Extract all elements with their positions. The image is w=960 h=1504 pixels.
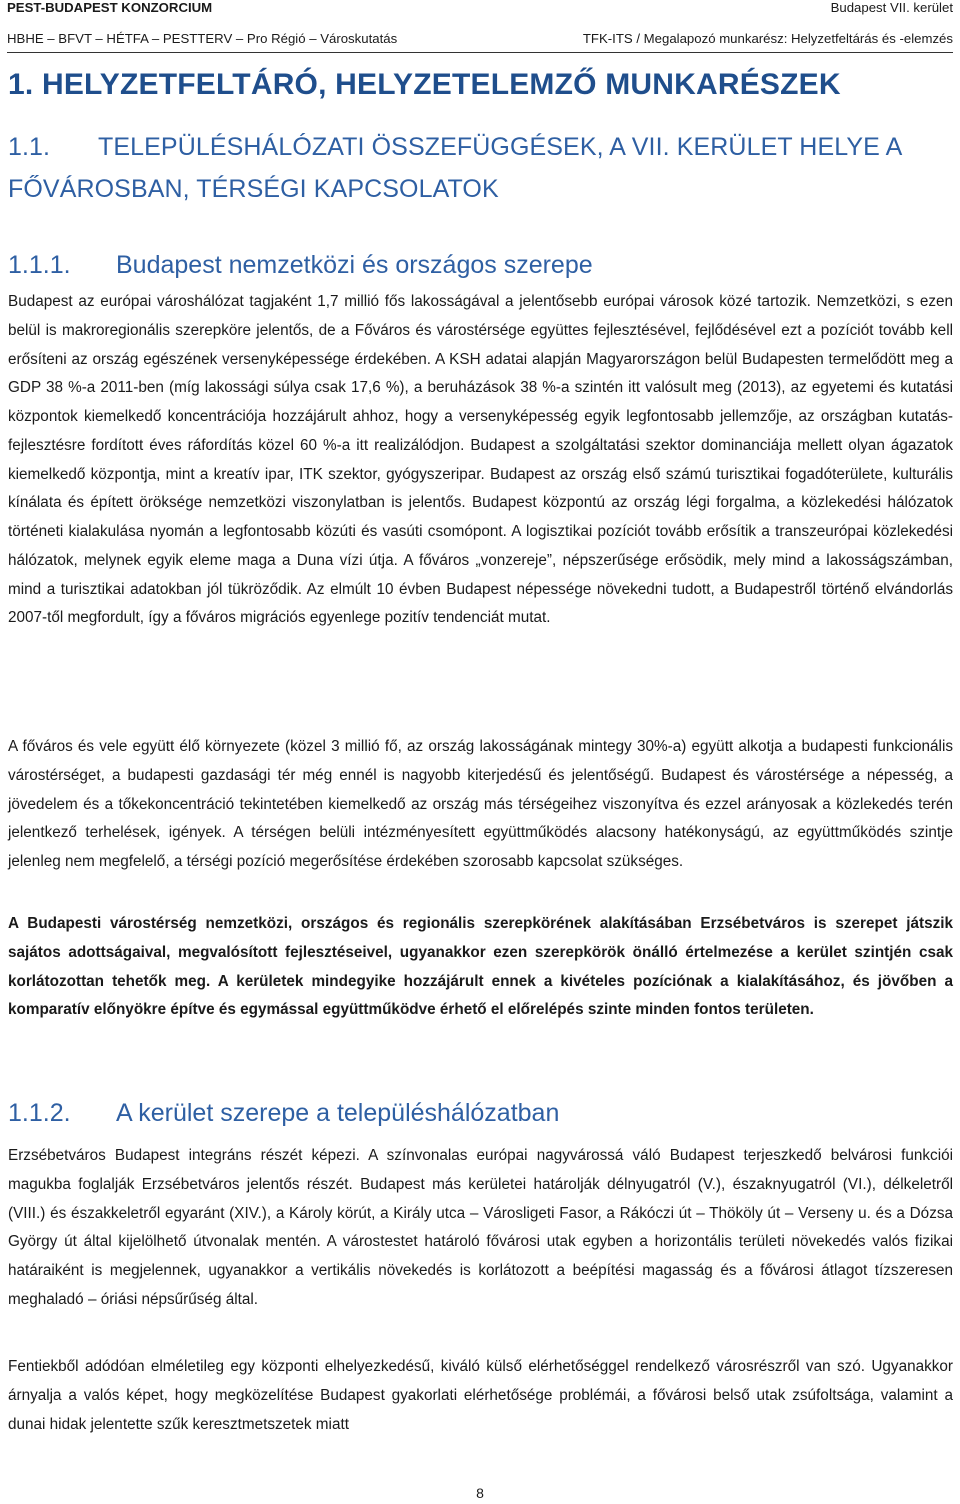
- subsection-heading-1: [8, 246, 593, 284]
- paragraph: Budapest az európai városhálózat tagjaként 1,7 millió fős lakosságával a jelentősebb európai városok közé tartozik. Nemzetközi, s ezen belül is makroregionális szerepköre jelentős, de a Főváros és várostérsége együttes fejlesztésével, fejlődésével ezt a pozíciót tovább kell erősíteni az ország egészének versenyképessége érdekében. A KSH adatai alapján Magyarországon belül Budapesten termelődött meg a GDP 38 %-a 2011-ben (míg lakossági súlya csak 17,6 %), a beruházások 38 %-a szintén itt valósult meg (2013), az egyetemi és kutatási központok kiemelkedő koncentrációja hozzájárult ahhoz, hogy a versenyképesség egyik legfontosabb jellemzője, az országban kutatás-fejlesztésre fordított éves ráfordítás közel 60 %-a itt realizálódjon. Budapest a szolgáltatási szektor dominanciája mellett olyan ágazatok kiemelkedő központja, mint a kreatív ipar, ITK szektor, gyógyszeripar. Budapest az ország első számú turisztikai fogadóterülete, kulturális kínálata és épített öröksége nemzetközi viszonylatban is jelentős. Budapest központú az ország légi forgalma, a közlekedési hálózatok történeti kialakulása nyomán a legfontosabb közúti és vasúti csomópont. A logisztikai pozíciót tovább erősítik a transzeurópai közlekedési hálózatok, melynek egyik eleme maga a Duna vízi útja. A főváros „vonzereje”, népszerűsége erősödik, mely mind a lakosságszámban, mind a turisztikai adatokban jól tükröződik. Az elmúlt 10 évben Budapest népessége növekedni tudott, a Budapestről történő elvándorlás 2007-től megfordult, így a főváros migrációs egyenlege pozitív tendenciát mutat.: [8, 293, 953, 627]
- subsection-number-1: 1.1.1.: [8, 251, 71, 279]
- section-heading: [8, 126, 928, 210]
- paragraph: Fentiekből adódóan elméletileg egy központi elhelyezkedésű, kiváló külső elérhetőséggel rendelkező városrészről van szó. Ugyanakkor árnyalja a valós képet, hogy megközelítése Budapest gyakorlati elérhetősége problémái, a fővárosi belső utak zsúfoltsága, valamint a dunai hidak jelentette szűk keresztmetszetek miatt: [8, 1358, 953, 1433]
- paragraph: A főváros és vele együtt élő környezete (közel 3 millió fő, az ország lakosságának mintegy 30%-a) együtt alkotja a budapesti funkcionális várostérséget, a budapesti gazdasági tér még ennél is nagyobb kiterjedésű és jelentőségű. Budapest és várostérsége a népesség, a jövedelem és a tőkekoncentráció tekintetében kiemelkedő az ország más térségeihez viszonyítva és ezzel arányosak a közlekedés terén jelentkező terhelések, igények. A térségen belüli intézményesített együttműködés alacsony hatékonyságú, az együttműködés szintje jelenleg nem megfelelő, a térségi pozíció megerősítése érdekében szorosabb kapcsolat szükséges.: [8, 738, 953, 870]
- subsection-title-2: A kerület szerepe a településhálózatban: [116, 1099, 560, 1127]
- consortium-name: PEST-BUDAPEST KONZORCIUM: [7, 0, 213, 15]
- header-divider: [7, 52, 953, 53]
- subsection-title-1: Budapest nemzetközi és országos szerepe: [116, 251, 593, 279]
- district-name: Budapest VII. kerület: [830, 0, 953, 15]
- page-number: 8: [476, 1485, 484, 1501]
- section-number: 1.1.: [8, 133, 51, 161]
- subsection-number-2: 1.1.2.: [8, 1099, 71, 1127]
- document-part: TFK-ITS / Megalapozó munkarész: Helyzetfeltárás és -elemzés: [582, 31, 953, 46]
- chapter-heading: 1. HELYZETFELTÁRÓ, HELYZETELEMZŐ MUNKARÉSZEK: [8, 68, 841, 101]
- subsection-heading-2: [8, 1094, 559, 1132]
- partner-list: HBHE – BFVT – HÉTFA – PESTTERV – Pro Régió – Városkutatás: [7, 31, 398, 46]
- paragraph: Erzsébetváros Budapest integráns részét képezi. A színvonalas európai nagyvárossá váló Budapest terjeszkedő belvárosi funkciói magukba foglalják Erzsébetváros jelentős részét. Budapest más kerületei határolják délnyugatról (V.), északnyugatról (VI.), délkeletről (VIII.) és északkeletről egyaránt (XIV.), a Károly körút, a Király utca – Városligeti Fasor, a Rákóczi út – Thököly út – Verseny u. és a Dózsa György út által kijelölhető útvonalak mentén. A várostestet határoló fővárosi utak egyben a horizontális területi növekedés valós fizikai határaiként is megjelennek, ugyanakkor a vertikális növekedés is korlátozott a beépítési magasság és a fővárosi átlagot tízszeresen meghaladó – óriási népsűrűség által.: [8, 1147, 953, 1308]
- section-title: TELEPÜLÉSHÁLÓZATI ÖSSZEFÜGGÉSEK, A VII. KERÜLET HELYE A FŐVÁROSBAN, TÉRSÉGI KAPCSOLATOK: [8, 133, 901, 203]
- bold-paragraph: A Budapesti várostérség nemzetközi, országos és regionális szerepkörének alakításában Erzsébetváros is szerepet játszik sajátos adottságaival, megvalósított fejlesztéseivel, ugyanakkor ezen szerepkörök önálló értelmezése a kerület szintjén csak korlátozottan tehetők meg. A kerületek mindegyike hozzájárult ennek a kivételes pozíciónak a kialakításához, és jövőben a komparatív előnyökre építve és egymással együttműködve érhető el előrelépés szinte minden fontos területen.: [8, 915, 953, 1019]
